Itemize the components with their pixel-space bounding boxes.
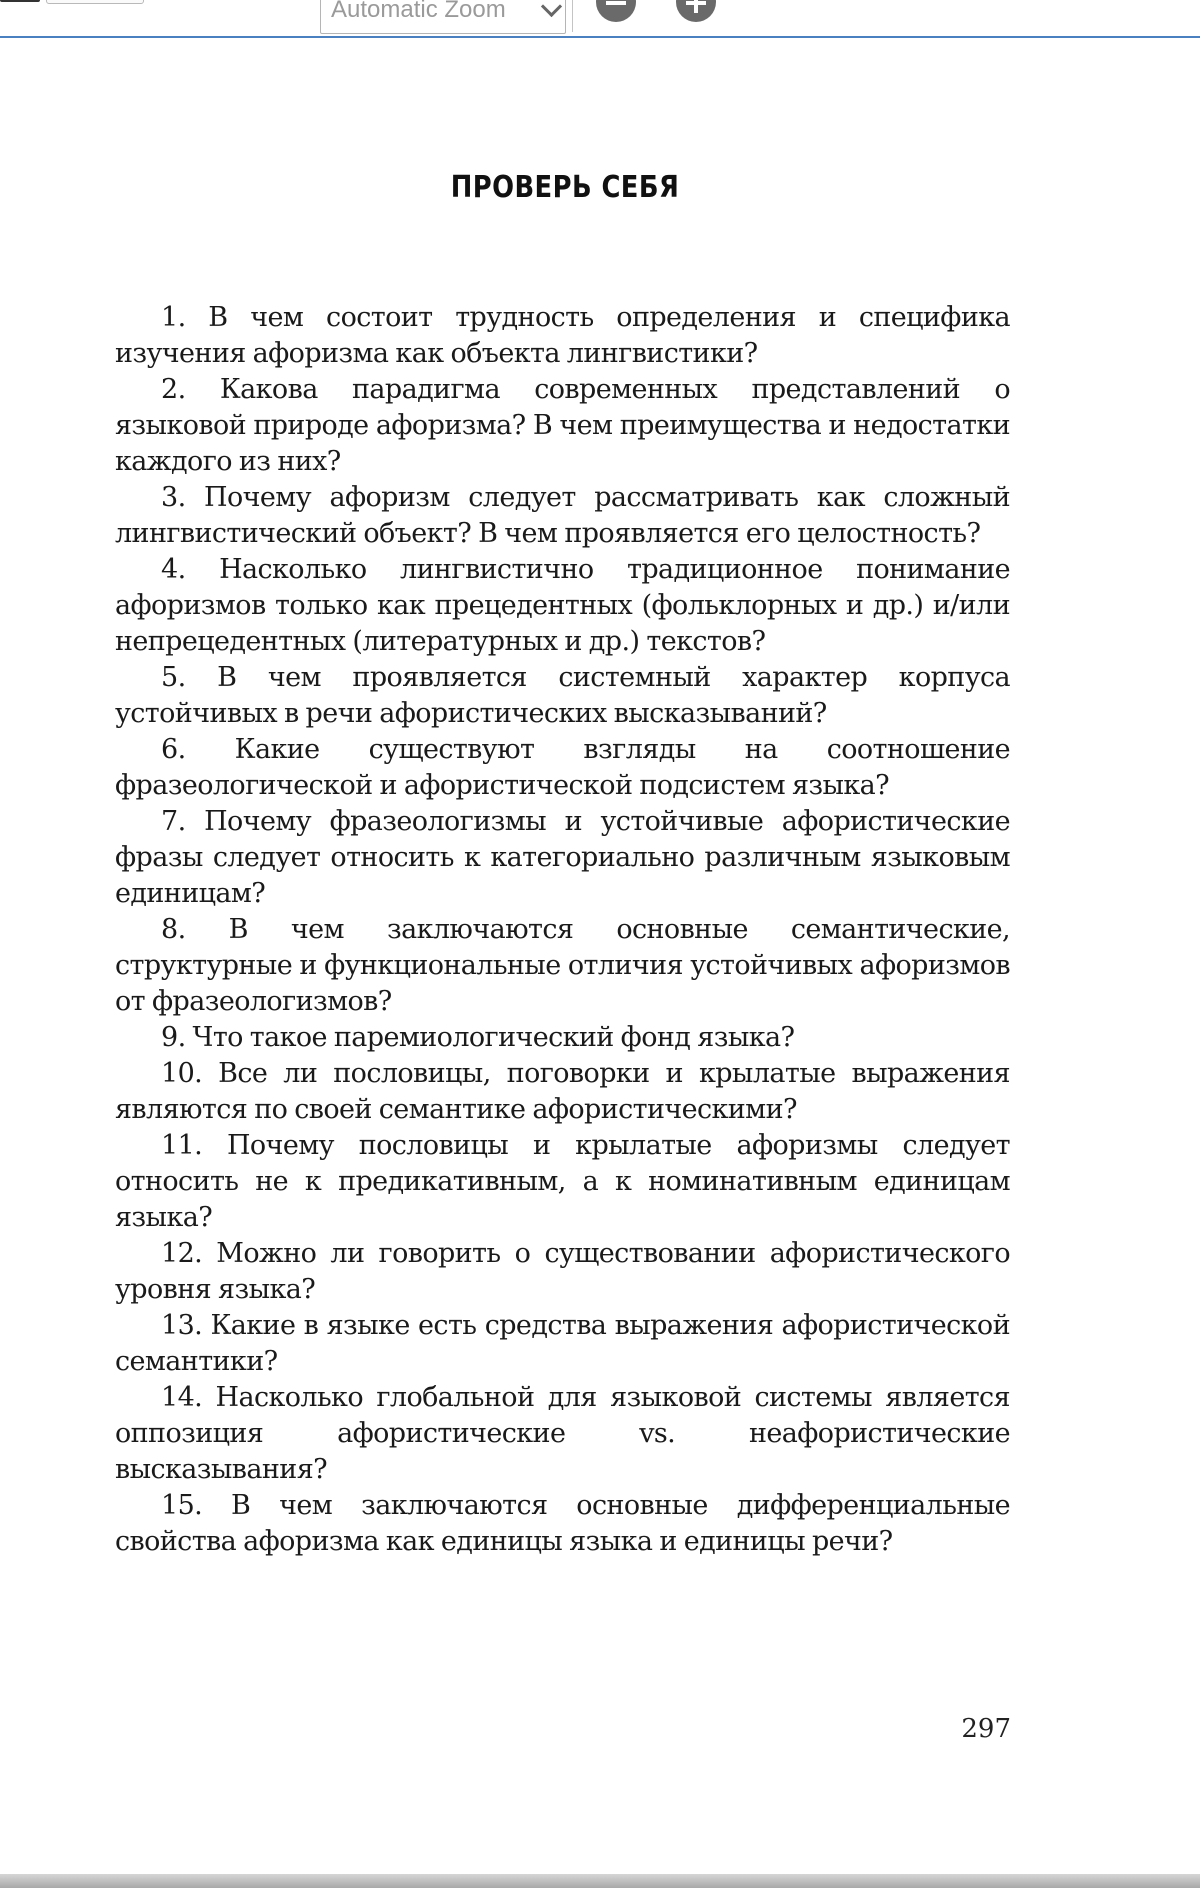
question-item: 7. Почему фразеологизмы и устойчивые афористические фразы следует относить к категориально различным языковым единицам? [115, 806, 1010, 909]
question-item: 12. Можно ли говорить о существовании афористического уровня языка? [115, 1238, 1010, 1305]
toolbar-separator [572, 0, 573, 32]
minus-icon [606, 1, 626, 5]
question-item: 8. В чем заключаются основные семантические, структурные и функциональные отличия устойчивых афоризмов от фразеологизмов? [115, 914, 1010, 1017]
plus-icon-vertical [694, 0, 698, 13]
question-item: 9. Что такое паремиологический фонд языка? [161, 1022, 795, 1053]
document-page [0, 38, 1200, 1868]
question-item: 13. Какие в языке есть средства выражения афористической семантики? [115, 1310, 1010, 1377]
page-number-field[interactable] [46, 0, 144, 4]
question-item: 1. В чем состоит трудность определения и специфика изучения афоризма как объекта лингвистики? [115, 302, 1010, 369]
question-item: 3. Почему афоризм следует рассматривать как сложный лингвистический объект? В чем проявляется его целостность? [115, 482, 1010, 549]
question-item: 2. Какова парадигма современных представлений о языковой природе афоризма? В чем преимущества и недостатки каждого из них? [115, 374, 1010, 477]
zoom-select[interactable] [320, 0, 566, 34]
questions-list [115, 300, 1010, 1560]
page-bottom-edge [0, 1874, 1200, 1888]
page-title: ПРОВЕРЬ СЕБЯ [450, 170, 680, 205]
question-item: 15. В чем заключаются основные дифференциальные свойства афоризма как единицы языка и единицы речи? [115, 1490, 1010, 1557]
chevron-down-icon [541, 0, 562, 17]
question-item: 5. В чем проявляется системный характер корпуса устойчивых в речи афористических высказываний? [115, 662, 1010, 729]
pdf-toolbar [0, 0, 1200, 38]
question-item: 11. Почему пословицы и крылатые афоризмы следует относить не к предикативным, а к номинативным единицам языка? [115, 1130, 1010, 1233]
question-item: 6. Какие существуют взгляды на соотношение фразеологической и афористической подсистем языка? [115, 734, 1010, 801]
question-item: 10. Все ли пословицы, поговорки и крылатые выражения являются по своей семантике афористическими? [115, 1058, 1010, 1125]
question-item: 4. Насколько лингвистично традиционное понимание афоризмов только как прецедентных (фольклорных и др.) и/или непрецедентных (литературных и др.) текстов? [115, 554, 1010, 657]
page-number: 297 [961, 1714, 1011, 1744]
zoom-in-button[interactable] [676, 0, 716, 22]
toolbar-button-partial[interactable] [0, 0, 40, 2]
question-item: 14. Насколько глобальной для языковой системы является оппозиция афористические vs. неафористические высказывания? [115, 1382, 1010, 1485]
zoom-out-button[interactable] [596, 0, 636, 22]
zoom-select-value: Automatic Zoom [331, 0, 506, 23]
